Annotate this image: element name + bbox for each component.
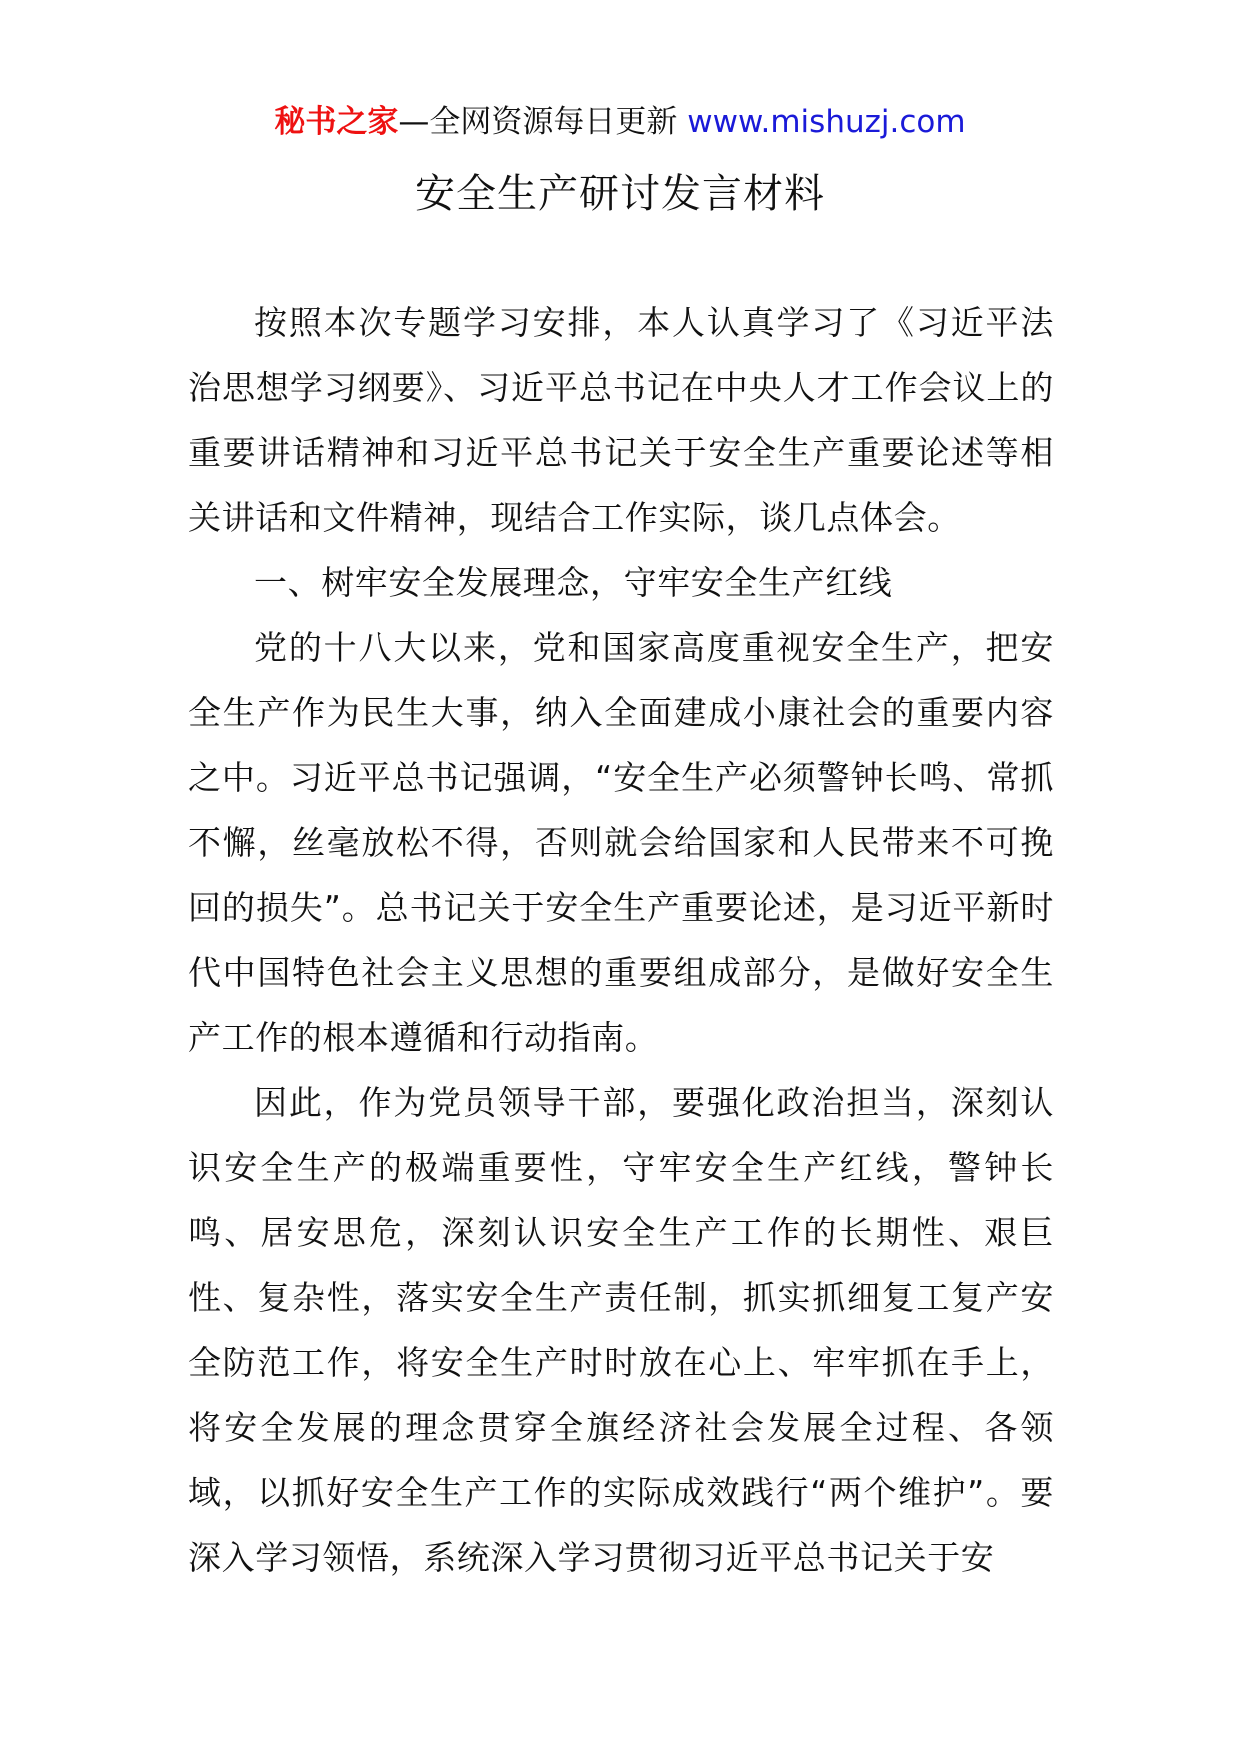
document-body	[188, 290, 1054, 1590]
banner-tagline: —全网资源每日更新	[398, 104, 688, 140]
site-banner	[0, 100, 1240, 144]
intro-paragraph: 按照本次专题学习安排，本人认真学习了《习近平法治思想学习纲要》、习近平总书记在中央人才工作会议上的重要讲话精神和习近平总书记关于安全生产重要论述等相关讲话和文件精神，现结合工作实际，谈几点体会。	[188, 303, 1054, 537]
site-url-link[interactable]: www.mishuzj.com	[687, 104, 966, 140]
document-title: 安全生产研讨发言材料	[415, 171, 825, 217]
body-paragraph-2: 因此，作为党员领导干部，要强化政治担当，深刻认识安全生产的极端重要性，守牢安全生产红线，警钟长鸣、居安思危，深刻认识安全生产工作的长期性、艰巨性、复杂性，落实安全生产责任制，抓实抓细复工复产安全防范工作，将安全生产时时放在心上、牢牢抓在手上，将安全发展的理念贯穿全旗经济社会发展全过程、各领域，以抓好安全生产工作的实际成效践行“两个维护”。要深入学习领悟，系统深入学习贯彻习近平总书记关于安	[188, 1083, 1054, 1577]
brand-name: 秘书之家	[274, 104, 399, 140]
section-heading-1: 一、树牢安全发展理念，守牢安全生产红线	[254, 563, 893, 602]
body-paragraph-1: 党的十八大以来，党和国家高度重视安全生产，把安全生产作为民生大事，纳入全面建成小康社会的重要内容之中。习近平总书记强调，“安全生产必须警钟长鸣、常抓不懈，丝毫放松不得，否则就会给国家和人民带来不可挽回的损失”。总书记关于安全生产重要论述，是习近平新时代中国特色社会主义思想的重要组成部分，是做好安全生产工作的根本遵循和行动指南。	[188, 628, 1054, 1057]
